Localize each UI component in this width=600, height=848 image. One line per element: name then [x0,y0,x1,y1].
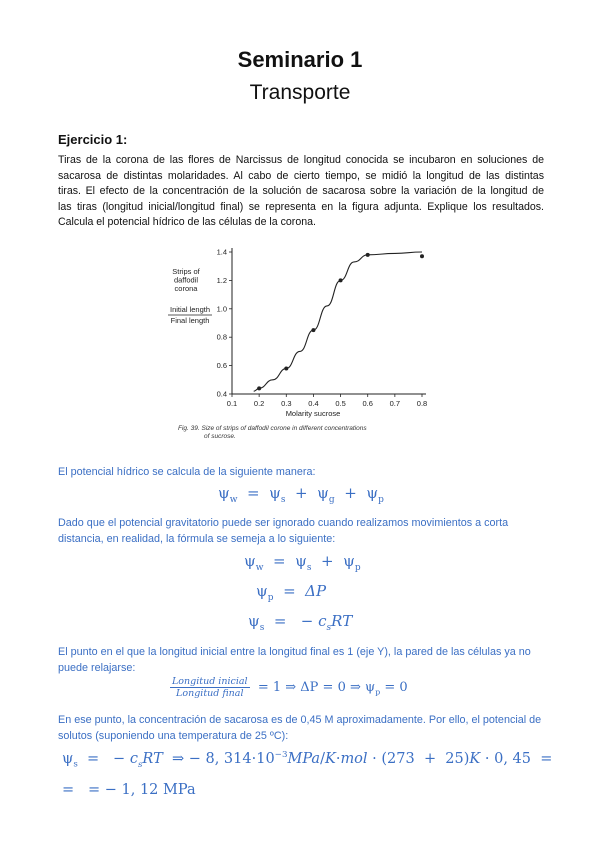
y-axis-ratio-numerator: Initial length [169,305,211,314]
sucrose-chart [160,236,440,450]
y-tick-label: 1.4 [216,247,227,257]
paragraph-water-potential: El potencial hídrico se calcula de la siguiente manera: [58,466,316,478]
y-tick-label: 0.4 [216,389,227,399]
y-tick-label: 0.6 [216,361,227,371]
fraction-numerator: Longitud inicial [172,676,248,687]
figure-caption-cont: of sucrose. [204,433,236,440]
x-tick-label: 0.1 [226,399,238,408]
x-tick-label: 0.3 [281,399,292,408]
y-axis-label: Strips of [172,267,200,276]
equation-solute-calculation: $\psi_s$ = − $c_sRT$ ⇒ − 8, $314\cdot 10^{-3}MPa/K\cdot mol \cdot (273 + 25)K \cdot 0$, 45 = [62,750,553,770]
paragraph-wall-relax: El punto en el que la longitud inicial entre la longitud final es 1 (eje Y), la pared de las células ya no puede relajarse: [58,646,531,674]
page-subtitle: Transporte [249,81,351,104]
curve-line [254,252,422,391]
figure-caption: Fig. 39. Size of strips of daffodil corone in different concentrations [178,425,367,432]
statement-line: sacarosa de distintas molaridades. Al cabo de cierto tiempo, se midió la longitud de las distintas [58,169,544,182]
x-tick-label: 0.8 [416,399,428,408]
exercise-heading: Ejercicio 1: [58,132,128,147]
y-tick-label: 1.0 [216,304,227,314]
ratio-result-end: = 0 [384,680,408,695]
equation-solute-potential: $\psi_s$ = − $c_sRT$ [248,612,353,633]
length-ratio-fraction [170,676,250,699]
data-point [339,278,343,282]
fraction-denominator: Longitud final [176,688,244,699]
solute-result-value: = − 1, 12 MPa [87,782,196,798]
data-point [366,253,370,257]
ratio-result: = 1 ⇒ ΔP = 0 ⇒ ψ [257,680,376,695]
equation-water-potential-simplified: $\psi_w = \psi_s + \psi_p$ [244,552,361,573]
page-title: Seminario 1 [237,47,363,72]
x-tick-label: 0.6 [362,399,373,408]
equation-solute-result: = = − 1, 12 MPa [62,782,196,798]
statement-line: las tiras (longitud inicial/longitud final) se representa en la figura adjunta. Explique los resultados. [58,200,544,213]
x-tick-label: 0.5 [335,399,346,408]
statement-line: Calcula el potencial hídrico de las células de la corona. [58,216,316,229]
data-point [257,386,261,390]
statement-line: tiras. El efecto de la concentración de la solución de sacarosa sobre la variación de la longitud de [58,185,544,198]
paragraph-solute-potential: En ese punto, la concentración de sacarosa es de 0,45 M aproximadamente. Por ello, el potencial de solutos (suponiendo una temperatura de 25 ºC): [58,714,542,742]
equation-pressure-potential: $\psi_p = \Delta P$ [256,582,327,603]
x-tick-label: 0.7 [389,399,401,408]
equation-length-ratio: $\frac{\text{Longitud inicial}}{\text{Longitud final}}$ = 1 ⇒ ΔP = 0 ⇒ $\psi_p = 0$ [172,676,408,699]
paragraph-gravitational: Dado que el potencial gravitatorio puede ser ignorado cuando realizamos movimientos a corta distancia, en realidad, la fórmula se semeja a lo siguiente: [58,517,509,545]
y-axis-label: corona [174,284,198,293]
exercise-statement [58,153,544,231]
y-tick-label: 0.8 [216,332,227,342]
data-point [284,366,288,370]
y-axis-ratio-denominator: Final length [170,316,210,325]
x-tick-label: 0.2 [253,399,265,408]
statement-line: Tiras de la corona de las flores de Narcissus de longitud conocida se incubaron en soluciones de [58,154,544,166]
x-axis-label: Molarity sucrose [285,409,341,418]
y-tick-label: 1.2 [216,275,227,285]
equation-water-potential-full: $\psi_w = \psi_s + \psi_g + \psi_p$ [218,484,384,505]
x-tick-label: 0.4 [308,399,319,408]
data-point [311,328,315,332]
y-axis-label: daffodil [173,275,199,285]
data-point [420,254,424,258]
